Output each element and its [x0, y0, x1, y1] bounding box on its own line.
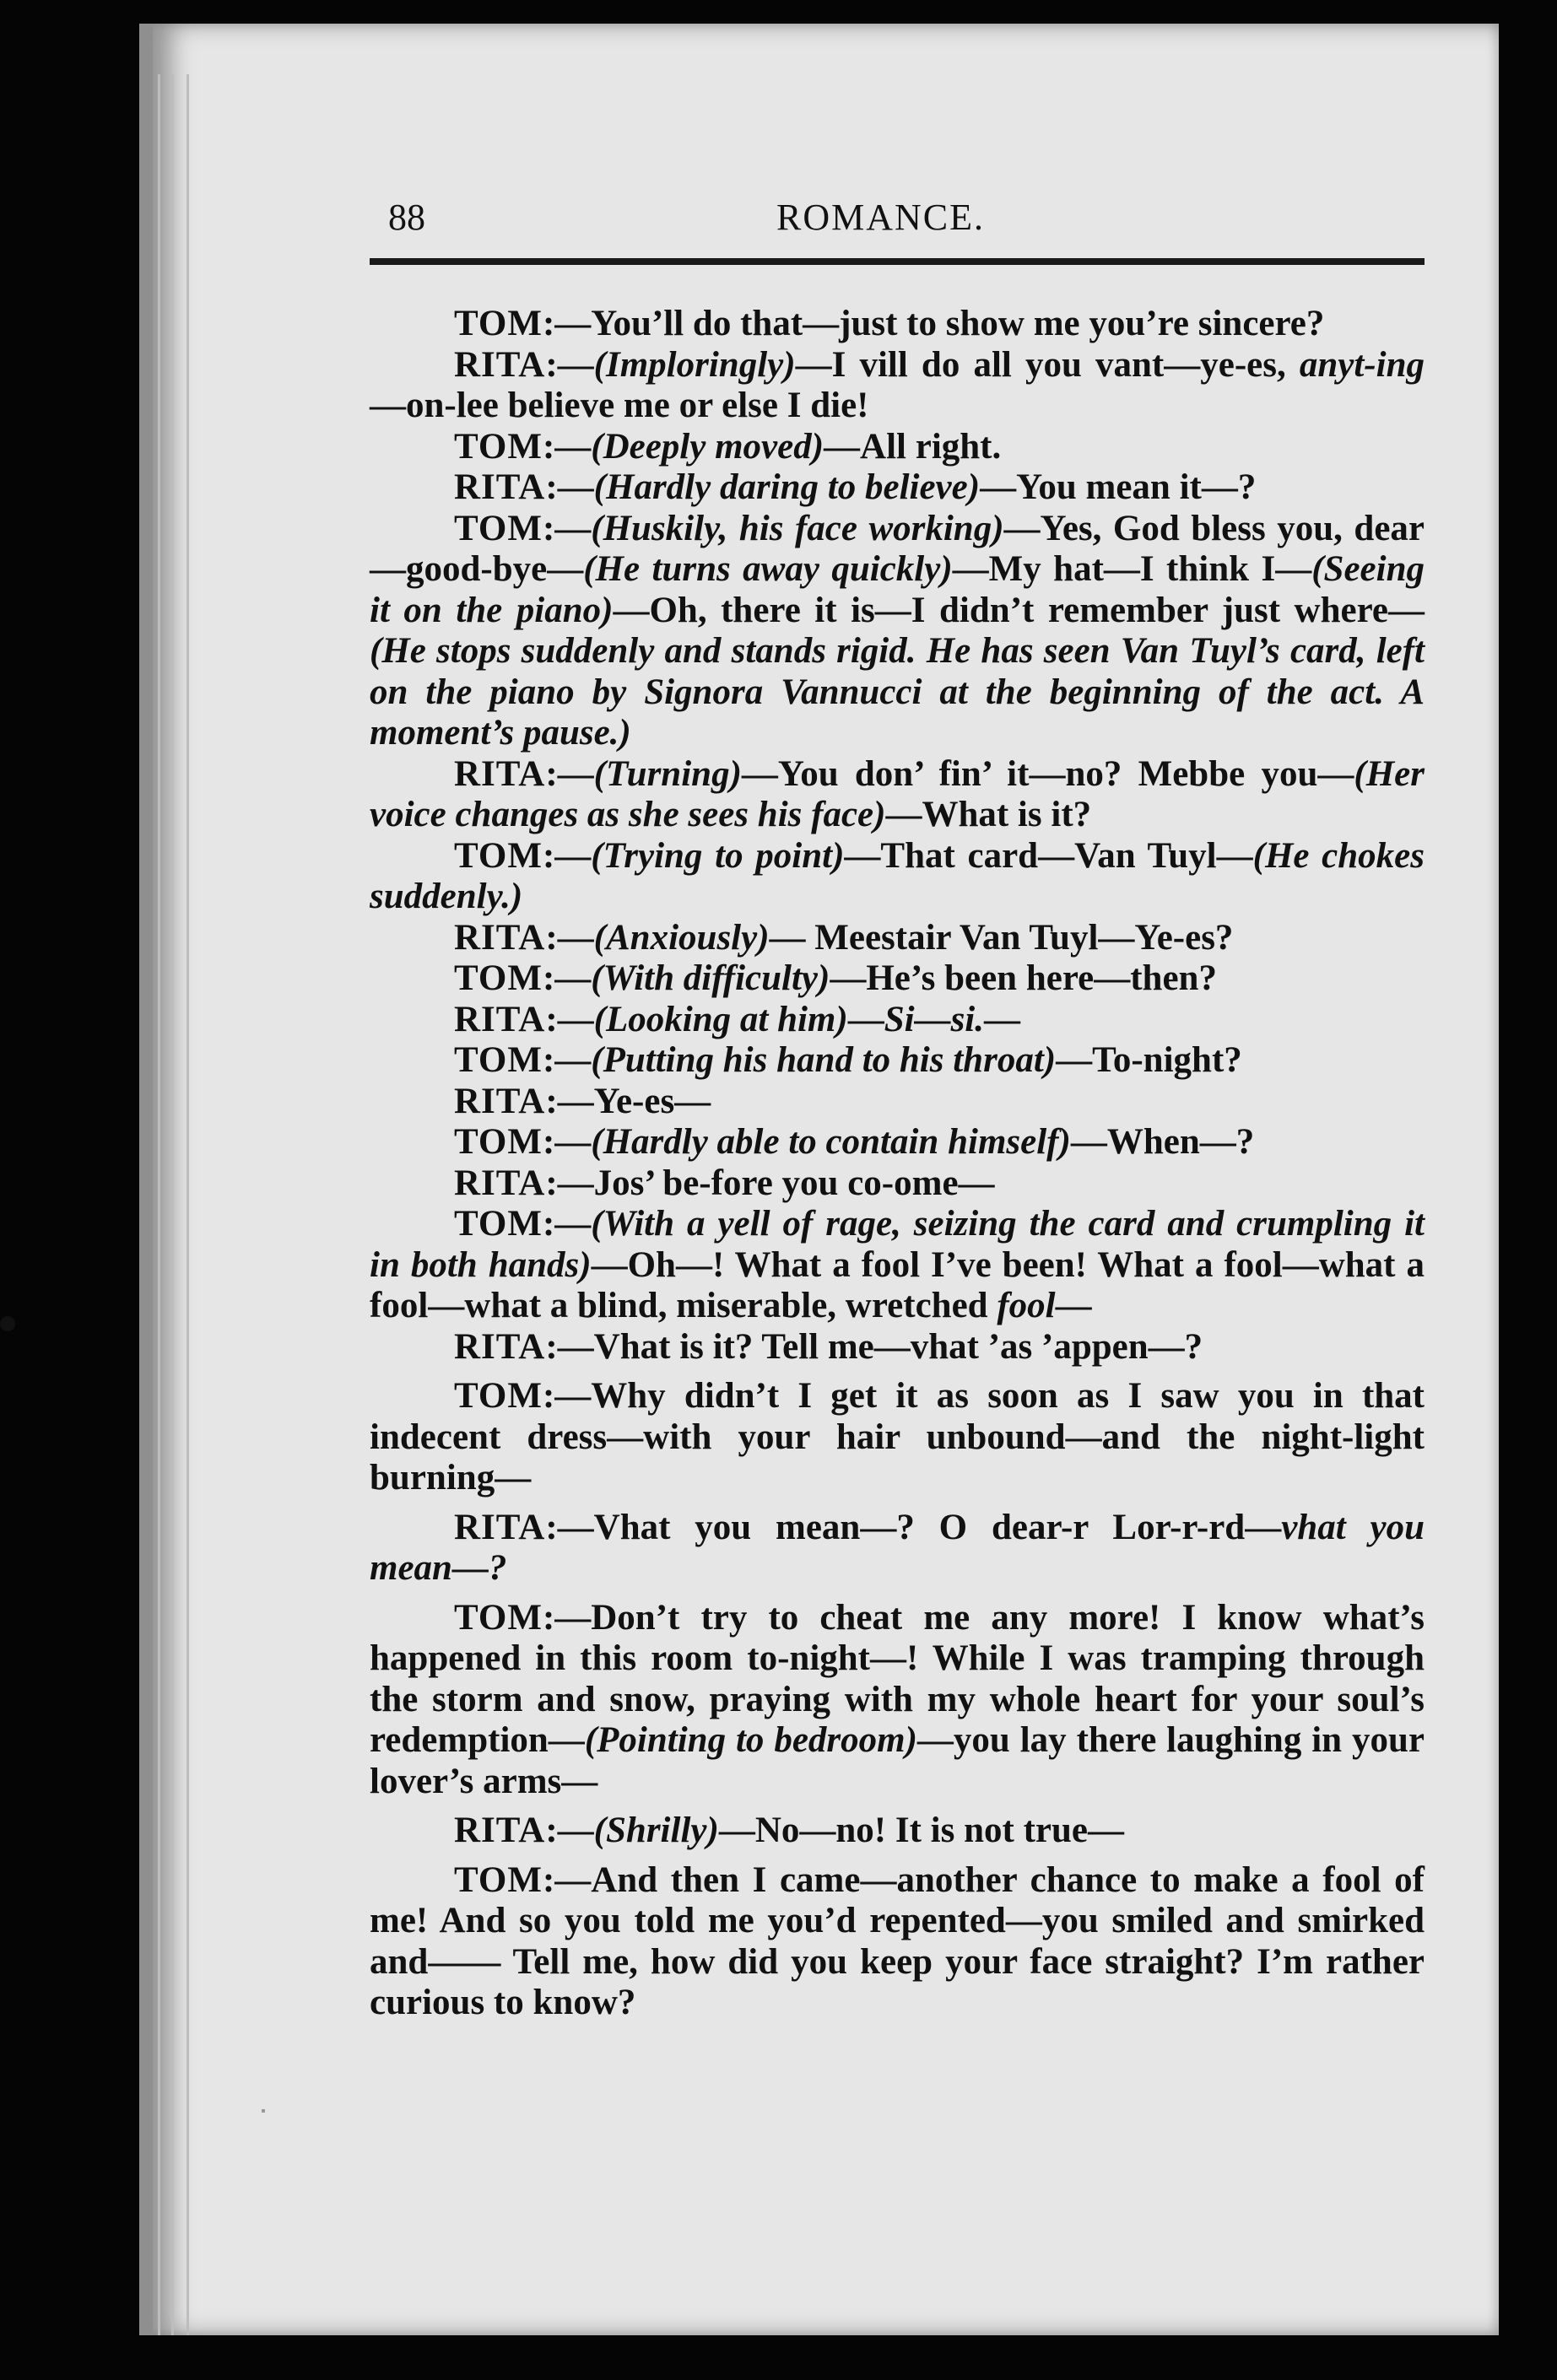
stage-direction: (Anxiously) [593, 917, 770, 958]
speaker-name: TOM [454, 1204, 543, 1244]
stage-direction: vhat you mean—? [370, 1507, 1425, 1588]
dialogue-line: —That card—Van Tuyl— [844, 835, 1253, 876]
dialogue-line: — Meestair Van Tuyl—Ye-es? [769, 917, 1234, 958]
speaker-name: TOM [454, 426, 543, 467]
dialogue-line: :— [542, 508, 592, 548]
dialogue-line: :—Ye-es— [545, 1081, 711, 1121]
dialogue-line: —You mean it—? [980, 467, 1257, 507]
speaker-name: RITA [454, 753, 546, 794]
dialogue-line: :— [545, 1811, 594, 1850]
stage-direction: (Seeing it on the piano) [370, 549, 1425, 630]
dialogue-line: :—And then I came—another chance to make a fool of me! And so you told me you’d repented—you smiled and smirked and—— Tell me, how did you keep your face straight? I’m rather curious to know? [370, 1859, 1425, 2022]
dialogue-line: —You don’ fin’ it—no? Mebbe you— [741, 753, 1354, 794]
dialogue-line: :—Vhat is it? Tell me—vhat ’as ’appen—? [545, 1326, 1203, 1367]
dialogue-line: :—You’ll do that—just to show me you’re sincere? [542, 304, 1325, 343]
dialogue-line: :— [545, 467, 594, 507]
dialogue-paragraph [370, 918, 1425, 959]
page-header [388, 196, 1426, 246]
dialogue-line: —I vill do all you vant—ye-es, [795, 344, 1300, 385]
stage-direction: (He stops suddenly and stands rigid. He has seen Van Tuyl’s card, left on the piano by Signora Vannucci at the beginning of the act. A moment’s pause.) [370, 631, 1425, 753]
dialogue-paragraph [370, 1082, 1425, 1123]
stage-direction: (Trying to point) [591, 835, 845, 876]
speaker-name: RITA [454, 1811, 546, 1850]
dialogue-line: :— [545, 999, 594, 1039]
spine-shadow [158, 74, 160, 2335]
stage-direction: Si—si. [884, 999, 984, 1039]
stage-direction: (With a yell of rage, seizing the card and crumpling it in both hands) [370, 1204, 1425, 1285]
stage-direction: (With difficulty) [591, 958, 830, 998]
speaker-name: TOM [454, 304, 543, 343]
dialogue-line: —When—? [1070, 1122, 1255, 1162]
stage-direction: (Pointing to bedroom) [584, 1720, 917, 1760]
spine-shadow [171, 74, 174, 2335]
page-number: 88 [388, 197, 425, 238]
dialogue-paragraph [370, 1327, 1425, 1368]
dialogue-line: :— [542, 426, 592, 467]
running-title: ROMANCE. [776, 197, 986, 238]
dialogue-paragraph [370, 509, 1425, 754]
stage-direction: (Hardly able to contain himself) [591, 1122, 1071, 1162]
dialogue-line: :—Don’t try to cheat me any more! I know what’s happened in this room to-night—! While I was tramping through the storm and snow, praying with my whole heart for your soul’s redemption— [370, 1597, 1425, 1760]
dialogue-paragraph [370, 1040, 1425, 1082]
speaker-name: RITA [454, 467, 546, 507]
dialogue-text [370, 304, 1425, 2024]
dialogue-paragraph [370, 1204, 1425, 1327]
dialogue-paragraph [370, 1000, 1425, 1041]
dialogue-line: :— [542, 958, 592, 998]
spine-shadow [187, 74, 189, 2335]
dialogue-paragraph [370, 754, 1425, 836]
stage-direction: (He turns away quickly) [583, 549, 953, 589]
dialogue-paragraph [370, 958, 1425, 1000]
dialogue-line: :— [545, 753, 594, 794]
dialogue-line: — [1055, 1286, 1092, 1325]
dialogue-paragraph [370, 836, 1425, 918]
dialogue-line: :—Why didn’t I get it as soon as I saw you in that indecent dress—with your hair unbound—and the night-light burning— [370, 1376, 1425, 1498]
stage-direction: (Looking at him) [593, 999, 848, 1039]
stage-direction: (He chokes suddenly.) [370, 835, 1425, 916]
speaker-name: TOM [454, 1597, 543, 1638]
dialogue-line: —Oh, there it is—I didn’t remember just where— [613, 590, 1425, 630]
dialogue-line: —Oh—! What a fool I’ve been! What a fool—what a fool—what a blind, miserable, wretched [370, 1244, 1425, 1325]
speaker-name: RITA [454, 1163, 546, 1203]
dialogue-line: — [984, 999, 1020, 1039]
stage-direction: (Her voice changes as she sees his face) [370, 753, 1425, 834]
dialogue-line: —No—no! It is not true— [718, 1811, 1124, 1850]
stage-direction: (Shrilly) [593, 1811, 719, 1850]
speaker-name: RITA [454, 999, 546, 1039]
speaker-name: RITA [454, 1326, 546, 1367]
dialogue-line: :—Jos’ be-fore you co-ome— [545, 1163, 995, 1203]
dialogue-line: :—Vhat you mean—? O dear-r Lor-r-rd— [545, 1507, 1282, 1547]
speaker-name: TOM [454, 508, 543, 548]
dialogue-line: :— [545, 917, 594, 958]
dialogue-line: :— [542, 835, 592, 876]
speaker-name: RITA [454, 344, 546, 385]
dialogue-paragraph [370, 345, 1425, 427]
speaker-name: RITA [454, 1081, 546, 1121]
dialogue-line: :— [542, 1204, 592, 1244]
stage-direction: (Putting his hand to his throat) [591, 1040, 1057, 1080]
dialogue-paragraph [370, 1508, 1425, 1589]
speaker-name: TOM [454, 1376, 543, 1416]
stage-direction: (Huskily, his face working) [591, 508, 1004, 548]
dialogue-paragraph [370, 1376, 1425, 1499]
speaker-name: RITA [454, 1507, 546, 1547]
stage-direction: (Turning) [593, 753, 742, 794]
dialogue-line: :— [542, 1040, 592, 1080]
dialogue-paragraph [370, 1860, 1425, 2024]
dialogue-line: —you lay there laughing in your lover’s arms— [370, 1720, 1425, 1801]
speaker-name: TOM [454, 1859, 543, 1900]
dialogue-line: —What is it? [885, 795, 1092, 834]
stage-direction: (Imploringly) [593, 344, 796, 385]
dialogue-line: —All right. [824, 426, 1002, 467]
dialogue-line: —My hat—I think I— [952, 549, 1312, 589]
dialogue-paragraph [370, 304, 1425, 345]
dialogue-paragraph [370, 1811, 1425, 1852]
speaker-name: TOM [454, 1040, 543, 1080]
dialogue-line: —Yes, God bless you, dear—good-bye— [370, 508, 1425, 589]
stage-direction: fool [997, 1286, 1056, 1325]
speaker-name: TOM [454, 958, 543, 998]
dialogue-paragraph [370, 1122, 1425, 1163]
dialogue-paragraph [370, 467, 1425, 509]
speaker-name: TOM [454, 1122, 543, 1162]
header-rule [370, 258, 1425, 265]
speaker-name: RITA [454, 917, 546, 958]
dialogue-line: :— [542, 1122, 592, 1162]
dialogue-paragraph [370, 1598, 1425, 1803]
dialogue-line: —on-lee believe me or else I die! [370, 386, 869, 425]
dialogue-paragraph [370, 427, 1425, 468]
speaker-name: TOM [454, 835, 543, 876]
stage-direction: (Hardly daring to believe) [593, 467, 981, 507]
dialogue-line: — [847, 999, 884, 1039]
scan-speck [0, 1316, 15, 1331]
dialogue-line: —To-night? [1056, 1040, 1242, 1080]
stage-direction: anyt-ing [1299, 344, 1425, 385]
dialogue-paragraph [370, 1163, 1425, 1205]
stage-direction: (Deeply moved) [591, 426, 824, 467]
scan-speck [262, 2109, 265, 2113]
dialogue-line: —He’s been here—then? [830, 958, 1217, 998]
dialogue-line: :— [545, 344, 594, 385]
